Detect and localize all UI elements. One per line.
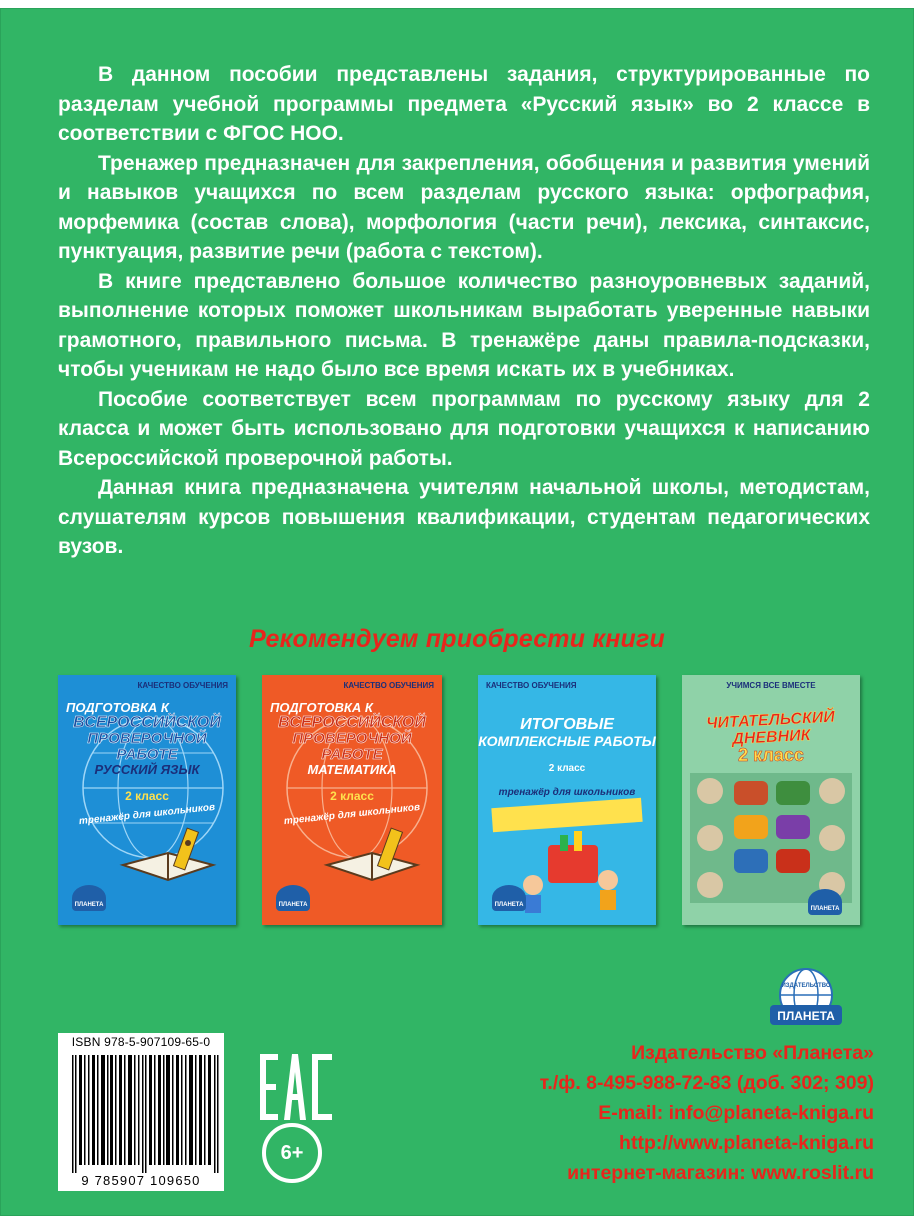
title-line: ВСЕРОССИЙСКОЙ — [278, 713, 426, 731]
shop-link[interactable]: интернет-магазин: www.roslit.ru — [567, 1162, 874, 1184]
open-book-pencil-illustration — [322, 825, 422, 895]
publisher-logo-small: ПЛАНЕТА — [276, 885, 310, 911]
eac-certification-icon — [258, 1052, 338, 1122]
paragraph: Пособие соответствует всем программам по русскому языку для 2 класса и может быть использовано для подготовки учащихся к написанию Всероссийской проверочной работы. — [58, 387, 870, 470]
publisher-name: Издательство «Планета» — [631, 1042, 874, 1064]
title-line: КОМПЛЕКСНЫЕ РАБОТЫ — [478, 732, 656, 749]
title-line: ПОДГОТОВКА К — [66, 700, 169, 715]
series-label: КАЧЕСТВО ОБУЧЕНИЯ — [343, 681, 434, 690]
book-cover-reading-diary — [682, 675, 860, 925]
website-link[interactable]: http://www.planeta-kniga.ru — [619, 1132, 874, 1154]
book-subtitle: тренажёр для школьников — [78, 801, 216, 828]
barcode-number: 9 785907 109650 — [81, 1173, 201, 1188]
phone: т./ф. 8-495-988-72-83 (доб. 302; 309) — [539, 1072, 874, 1094]
book-grade: 2 класс — [738, 745, 804, 765]
title-line: ПОДГОТОВКА К — [270, 700, 373, 715]
email: E-mail: info@planeta-kniga.ru — [598, 1102, 874, 1124]
children-illustration — [508, 825, 638, 915]
logo-top-text: ИЗДАТЕЛЬСТВО — [781, 983, 831, 989]
book-grade: 2 класс — [548, 763, 586, 774]
portraits-collage-illustration — [690, 773, 852, 903]
barcode — [72, 1055, 222, 1173]
paragraph: В книге представлено большое количество разноуровневых заданий, выполнение которых поможет школьникам выработать уверенные навыки грамотного, правильного письма. В тренажёре даны правила-подсказки, чтобы ученикам не надо было все время искать их в учебниках. — [58, 269, 870, 381]
title-line: ЧИТАТЕЛЬСКИЙ ДНЕВНИК — [705, 708, 836, 748]
book-title — [478, 717, 656, 748]
paragraph: Тренажер предназначен для закрепления, обобщения и развития умений и навыков учащихся по всем разделам русского языка: орфография, морфемика (состав слова), морфология (части речи), лексика, синтаксис, пунктуация, развитие речи (работа с текстом). — [58, 151, 870, 263]
series-label: УЧИМСЯ ВСЕ ВМЕСТЕ — [726, 681, 816, 690]
title-line: ВСЕРОССИЙСКОЙ — [73, 713, 221, 731]
paragraph: В данном пособии представлены задания, структурированные по разделам учебной программы предмета «Русский язык» во 2 классе в соответствии с ФГОС НОО. — [58, 63, 870, 145]
annotation-text — [58, 60, 870, 562]
book-title — [262, 701, 442, 777]
book-grade: 2 класс — [125, 789, 169, 803]
publisher-logo-small: ПЛАНЕТА — [808, 889, 842, 915]
isbn-text: ISBN 978-5-907109-65-0 — [71, 1035, 211, 1049]
book-cover-russian — [58, 675, 236, 925]
recommend-heading: Рекомендуем приобрести книги — [248, 625, 666, 653]
series-label: КАЧЕСТВО ОБУЧЕНИЯ — [486, 681, 577, 690]
publisher-contacts — [540, 1038, 874, 1188]
title-line: ПРОВЕРОЧНОЙ РАБОТЕ — [292, 730, 412, 764]
paragraph: Данная книга предназначена учителям начальной школы, методистам, слушателям курсов повышения квалификации, студентам педагогических вузов. — [58, 476, 870, 558]
logo-name: ПЛАНЕТА — [777, 1009, 835, 1023]
publisher-logo-small: ПЛАНЕТА — [492, 885, 526, 911]
title-line: МАТЕМАТИКА — [307, 761, 397, 777]
isbn-barcode-block — [58, 1033, 224, 1191]
book-subtitle: тренажёр для школьников — [498, 787, 636, 798]
title-line: РУССКИЙ ЯЗЫК — [94, 761, 200, 777]
publisher-logo-small: ПЛАНЕТА — [72, 885, 106, 911]
book-title — [58, 701, 236, 777]
age-rating-badge: 6+ — [262, 1123, 322, 1183]
book-subtitle: тренажёр для школьников — [283, 801, 421, 828]
title-line: ПРОВЕРОЧНОЙ РАБОТЕ — [87, 730, 207, 764]
publisher-planeta-logo — [768, 965, 844, 1029]
title-line: ИТОГОВЫЕ — [520, 716, 614, 733]
open-book-pencil-illustration — [118, 825, 218, 895]
series-label: КАЧЕСТВО ОБУЧЕНИЯ — [137, 681, 228, 690]
book-cover-final-works — [478, 675, 656, 925]
book-cover-math — [262, 675, 442, 925]
book-grade: 2 класс — [330, 789, 374, 803]
